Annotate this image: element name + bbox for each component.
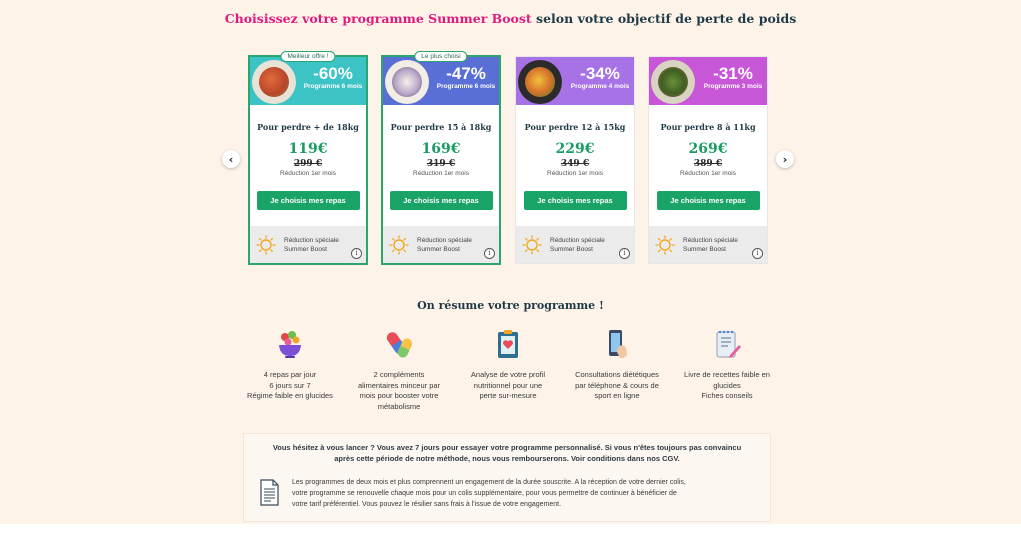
feature-text: Analyse de votre profil (470, 370, 546, 379)
clipboard-heart-icon (493, 328, 523, 360)
feature-text: 6 jours sur 7 (269, 380, 311, 390)
old-price: 299 € (293, 159, 323, 169)
plan-banner (516, 57, 634, 105)
feature-text: glucides (713, 380, 741, 390)
meal-photo (516, 57, 566, 105)
feature-supplements (344, 328, 454, 412)
feature-analysis (453, 328, 563, 402)
promo-line: Réduction spéciale (417, 236, 472, 244)
choose-meals-button[interactable]: Je choisis mes repas (257, 191, 360, 210)
sun-icon (256, 235, 276, 255)
document-icon (258, 479, 280, 507)
summer-boost-promo (383, 226, 499, 263)
feature-text: alimentaires minceur par (357, 380, 441, 390)
weight-goal: Pour perdre 12 à 15kg (524, 122, 626, 132)
plan-banner (649, 57, 767, 105)
summer-boost-promo (649, 226, 767, 263)
page-footer-edge (0, 524, 1021, 533)
engagement-line: Les programmes de deux mois et plus comprennent un engagement de la durée souscrite. A la réception de votre dernier colis, (292, 479, 686, 486)
old-price: 349 € (560, 159, 590, 169)
weight-goal: Pour perdre + de 18kg (257, 122, 359, 132)
program-duration: Programme 4 mois (570, 83, 630, 90)
guarantee-line: après cette période de notre méthode, nous vous rembourserons. Voir conditions dans nos CGV. (334, 454, 680, 463)
page-title-rest: selon votre objectif de perte de poids (531, 11, 797, 26)
current-price: 169€ (421, 141, 461, 157)
feature-text: Consultations diététiques (575, 370, 659, 379)
promo-line: Summer Boost (417, 245, 460, 253)
feature-text: Livre de recettes faible en (684, 370, 770, 379)
discount-percent: -47% (446, 64, 486, 83)
engagement-line: votre tarif préférentiel. Vous pouvez le résilier sans frais à l'issue de votre engagement. (292, 501, 562, 508)
reduction-note: Réduction 1er mois (280, 170, 336, 177)
discount-percent: -31% (713, 64, 753, 83)
promo-line: Réduction spéciale (284, 236, 339, 244)
plan-card-3-months[interactable] (648, 56, 768, 264)
meal-photo (383, 57, 433, 105)
plan-banner (383, 57, 499, 105)
sun-icon (522, 235, 542, 255)
feature-consultations (562, 328, 672, 402)
feature-text: métabolisme (377, 401, 421, 411)
feature-text: 4 repas par jour (263, 370, 317, 379)
plan-card-6-months-most-chosen[interactable] (381, 55, 501, 265)
feature-text: mois pour booster votre (359, 391, 439, 400)
old-price: 319 € (426, 159, 456, 169)
engagement-info (258, 477, 762, 510)
choose-meals-button[interactable]: Je choisis mes repas (390, 191, 493, 210)
chevron-right-icon: › (782, 152, 788, 166)
feature-recipes (672, 328, 782, 402)
salad-bowl-icon (275, 328, 305, 360)
plan-card-4-months[interactable] (515, 56, 635, 264)
weight-goal: Pour perdre 15 à 18kg (390, 122, 492, 132)
meal-photo (250, 57, 300, 105)
feature-text: nutritionnel pour une (473, 380, 543, 390)
current-price: 269€ (688, 141, 728, 157)
program-duration: Programme 6 mois (436, 83, 496, 90)
promo-line: Réduction spéciale (550, 236, 605, 244)
feature-text: sport en ligne (594, 391, 640, 400)
best-offer-badge: Meilleur offre ! (280, 51, 335, 62)
page-title-highlight: Choisissez votre programme Summer Boost (224, 11, 532, 26)
carousel-next-button[interactable] (776, 150, 794, 168)
current-price: 119€ (288, 141, 328, 157)
guarantee-text (258, 442, 756, 464)
phone-hand-icon (602, 328, 632, 360)
program-duration: Programme 6 mois (303, 83, 363, 90)
promo-line: Réduction spéciale (683, 236, 738, 244)
promo-line: Summer Boost (683, 245, 726, 253)
carousel-prev-button[interactable] (222, 150, 240, 168)
chevron-left-icon: ‹ (228, 152, 234, 166)
reduction-note: Réduction 1er mois (547, 170, 603, 177)
promo-line: Summer Boost (284, 245, 327, 253)
guarantee-line: Vous hésitez à vous lancer ? Vous avez 7 jours pour essayer votre programme personnalisé. Si vous n'êtes toujours pas convaincu (272, 443, 742, 452)
guarantee-box (243, 433, 771, 522)
info-icon[interactable]: i (484, 248, 495, 259)
discount-percent: -34% (580, 64, 620, 83)
old-price: 389 € (693, 159, 723, 169)
info-icon[interactable]: i (752, 248, 763, 259)
plan-banner (250, 57, 366, 105)
reduction-note: Réduction 1er mois (680, 170, 736, 177)
feature-text: Régime faible en glucides (247, 391, 333, 400)
capsules-icon (384, 328, 414, 360)
most-chosen-badge: Le plus choisi (414, 51, 467, 62)
choose-meals-button[interactable]: Je choisis mes repas (524, 191, 627, 210)
summer-boost-promo (250, 226, 366, 263)
feature-meals (235, 328, 345, 402)
program-duration: Programme 3 mois (703, 83, 763, 90)
feature-text: perte sur-mesure (479, 391, 537, 400)
promo-line: Summer Boost (550, 245, 593, 253)
feature-text: Fiches conseils (701, 391, 753, 400)
info-icon[interactable]: i (619, 248, 630, 259)
engagement-line: votre programme se renouvelle chaque mois pour un colis supplémentaire, pour vous permettre de continuer à bénéficier de (292, 490, 677, 497)
recipe-notebook-icon (712, 328, 742, 360)
choose-meals-button[interactable]: Je choisis mes repas (657, 191, 760, 210)
discount-percent: -60% (313, 64, 353, 83)
feature-text: par téléphone & cours de (575, 380, 659, 390)
meal-photo (649, 57, 699, 105)
reduction-note: Réduction 1er mois (413, 170, 469, 177)
weight-goal: Pour perdre 8 à 11kg (660, 122, 756, 132)
summary-title: On résume votre programme ! (417, 299, 604, 312)
info-icon[interactable]: i (351, 248, 362, 259)
plan-card-6-months-best-offer[interactable] (248, 55, 368, 265)
feature-text: 2 compléments (373, 370, 425, 379)
sun-icon (389, 235, 409, 255)
page-title (0, 11, 1021, 26)
sun-icon (655, 235, 675, 255)
summer-boost-promo (516, 226, 634, 263)
current-price: 229€ (555, 141, 595, 157)
